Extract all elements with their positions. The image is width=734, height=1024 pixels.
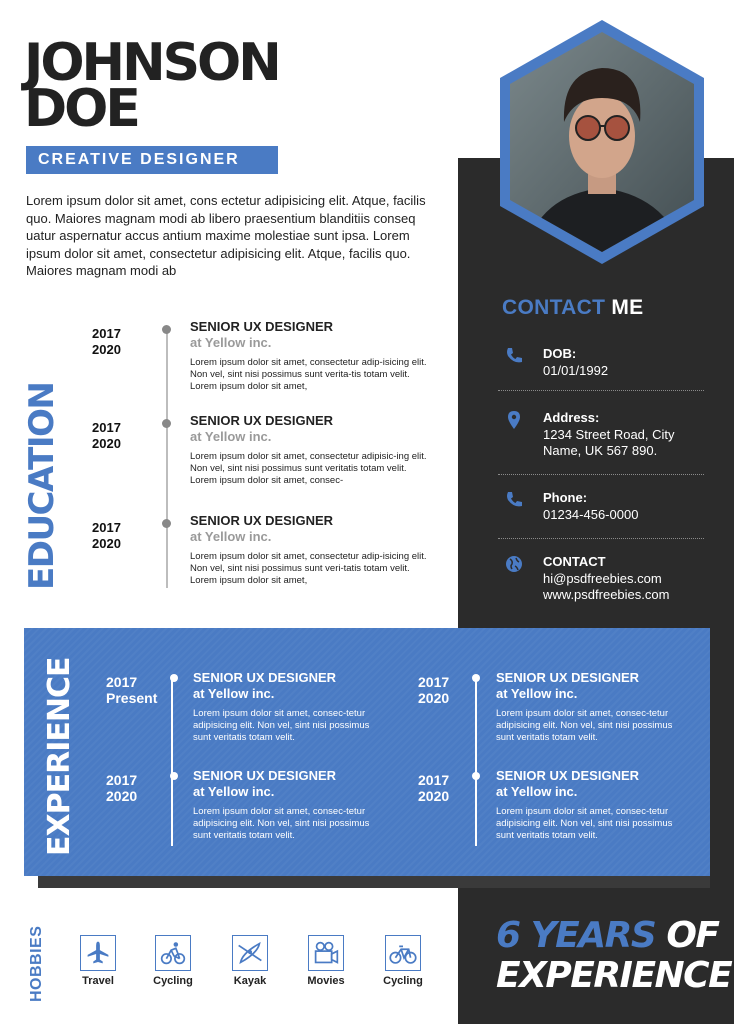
year-end: Present [106, 690, 158, 706]
timeline-dot [162, 519, 171, 528]
hobby-movies [296, 935, 356, 987]
entry-title: SENIOR UX DESIGNER [193, 768, 337, 783]
experience-entry [418, 670, 718, 754]
role-banner: CREATIVE DESIGNER [26, 146, 278, 174]
contact-heading-part2: ME [611, 296, 644, 319]
entry-description: Lorem ipsum dolor sit amet, consectetur adip-isicing elit. Non vel, sint nisi possimus sunt verita-tis totam velit. Lorem ipsum dolor sit amet, [190, 357, 427, 392]
timeline-dot [472, 772, 480, 780]
contact-heading-part1: CONTACT [502, 296, 606, 319]
phone-icon [504, 490, 524, 510]
hobby-label: Cycling [153, 975, 193, 987]
phone-icon [504, 346, 524, 366]
year-start: 2017 [106, 674, 138, 690]
experience-entry [106, 670, 406, 754]
entry-title: SENIOR UX DESIGNER [190, 413, 334, 428]
education-entry [92, 319, 442, 400]
movie-camera-icon [309, 936, 343, 970]
entry-company: at Yellow inc. [190, 429, 272, 444]
year-end: 2020 [92, 535, 121, 551]
contact-label: Phone: [543, 490, 588, 505]
cyclist-icon [156, 936, 190, 970]
contact-website: www.psdfreebies.com [543, 587, 670, 602]
contact-item-address [504, 410, 714, 462]
entry-years [92, 520, 121, 551]
hobby-cycling-2 [373, 935, 433, 987]
timeline-dot [170, 772, 178, 780]
year-end: 2020 [92, 341, 121, 357]
intro-paragraph: Lorem ipsum dolor sit amet, cons ectetur adipisicing elit. Atque, facilis quo. Maiores magnam modi ab libero praesentium blanditiis conseq uatur aspernatur accus antium maxime molestiae sunt ipsa. Lorem ipsum dolor sit amet, consectetur adipisicing elit. Atque, facilis quo. Maiores magnam modi ab [26, 193, 426, 278]
education-entry [92, 513, 442, 594]
timeline-dot [162, 419, 171, 428]
entry-years [92, 420, 121, 451]
years-of: OF [666, 915, 719, 956]
education-heading: EDUCATION [22, 382, 62, 590]
entry-description: Lorem ipsum dolor sit amet, consec-tetur adipisicing elit. Non vel, sint nisi possimus sunt veritatis totam velit. [496, 708, 673, 743]
year-start: 2017 [418, 772, 450, 788]
globe-icon [504, 554, 524, 574]
entry-title: SENIOR UX DESIGNER [193, 670, 337, 685]
timeline-dot [170, 674, 178, 682]
entry-years [106, 674, 157, 706]
entry-years [418, 772, 449, 804]
contact-label: Address: [543, 410, 600, 425]
entry-years [92, 326, 121, 357]
entry-description: Lorem ipsum dolor sit amet, consec-tetur adipisicing elit. Non vel, sint nisi possimus sunt veritatis totam velit. [193, 708, 370, 743]
divider [498, 474, 704, 475]
bicycle-icon [386, 936, 420, 970]
year-start: 2017 [418, 674, 450, 690]
contact-label: CONTACT [543, 554, 606, 569]
entry-description: Lorem ipsum dolor sit amet, consectetur adip-isicing elit. Non vel, sint nisi possimus sunt veri-tatis totam velit. Lorem ipsum dolor sit amet, [190, 551, 427, 586]
entry-company: at Yellow inc. [193, 784, 275, 799]
contact-item-dob [504, 346, 714, 382]
year-end: 2020 [418, 690, 450, 706]
hobby-label: Travel [82, 975, 114, 987]
timeline-dot [162, 325, 171, 334]
entry-company: at Yellow inc. [496, 686, 578, 701]
entry-title: SENIOR UX DESIGNER [190, 319, 334, 334]
contact-item-phone [504, 490, 714, 526]
year-end: 2020 [418, 788, 450, 804]
years-of-experience-badge [496, 915, 732, 996]
first-name: JOHNSON [24, 33, 279, 93]
timeline-dot [472, 674, 480, 682]
education-entry [92, 413, 442, 494]
hobby-label: Movies [307, 975, 345, 987]
years-count: 6 YEARS [496, 915, 656, 956]
profile-photo [492, 18, 712, 266]
location-pin-icon [504, 410, 524, 430]
candidate-name [24, 33, 279, 139]
kayak-icon [233, 936, 267, 970]
contact-value: 01234-456-0000 [543, 507, 639, 522]
year-end: 2020 [92, 435, 121, 451]
experience-entry [106, 768, 406, 852]
divider [498, 390, 704, 391]
hobby-kayak [220, 935, 280, 987]
entry-description: Lorem ipsum dolor sit amet, consec-tetur adipisicing elit. Non vel, sint nisi possimus sunt veritatis totam velit. [496, 806, 673, 841]
airplane-icon [81, 936, 115, 970]
entry-title: SENIOR UX DESIGNER [190, 513, 334, 528]
contact-value: 1234 Street Road, City Name, UK 567 890. [543, 427, 675, 458]
experience-entry [418, 768, 718, 852]
hobby-label: Cycling [383, 975, 423, 987]
entry-company: at Yellow inc. [496, 784, 578, 799]
contact-email: hi@psdfreebies.com [543, 571, 662, 586]
year-start: 2017 [92, 520, 121, 535]
contact-value: 01/01/1992 [543, 363, 609, 378]
year-start: 2017 [106, 772, 138, 788]
entry-description: Lorem ipsum dolor sit amet, consectetur adipisic-ing elit. Non vel, sint nisi possimus sunt veritatis totam velit. Lorem ipsum dolor sit amet, consec- [190, 451, 427, 486]
year-start: 2017 [92, 420, 121, 435]
contact-item-web [504, 554, 714, 606]
entry-company: at Yellow inc. [190, 529, 272, 544]
hobby-cycling [143, 935, 203, 987]
experience-heading: EXPERIENCE [42, 657, 77, 856]
entry-company: at Yellow inc. [193, 686, 275, 701]
divider [498, 538, 704, 539]
year-start: 2017 [92, 326, 121, 341]
entry-company: at Yellow inc. [190, 335, 272, 350]
years-experience: EXPERIENCE [496, 955, 732, 996]
contact-label: DOB: [543, 346, 577, 361]
year-end: 2020 [106, 788, 138, 804]
contact-heading [502, 296, 643, 320]
entry-title: SENIOR UX DESIGNER [496, 670, 640, 685]
hobby-travel [68, 935, 128, 987]
hobby-label: Kayak [233, 975, 267, 987]
entry-title: SENIOR UX DESIGNER [496, 768, 640, 783]
hobbies-heading: HOBBIES [28, 925, 45, 1002]
last-name: DOE [24, 79, 138, 139]
entry-years [418, 674, 449, 706]
entry-years [106, 772, 137, 804]
entry-description: Lorem ipsum dolor sit amet, consec-tetur adipisicing elit. Non vel, sint nisi possimus sunt veritatis totam velit. [193, 806, 370, 841]
